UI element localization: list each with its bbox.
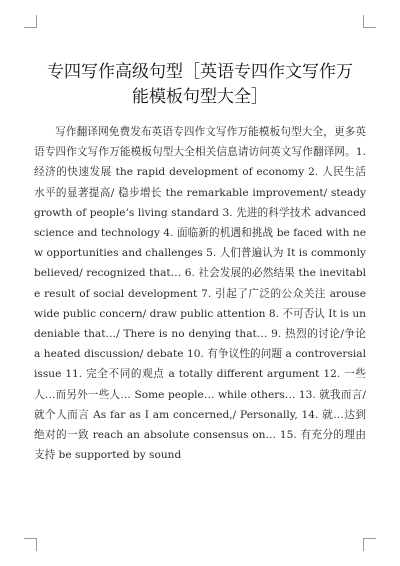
crop-mark-top-right (363, 15, 376, 28)
crop-mark-bottom-right (363, 538, 376, 551)
crop-mark-bottom-left (24, 538, 37, 551)
document-title: 专四写作高级句型［英语专四作文写作万能模板句型大全］ (47, 62, 353, 107)
document-body: 写作翻译网免费发布英语专四作文写作万能模板句型大全，更多英语专四作文写作万能模板句型大全相关信息请访问英文写作翻译网。1. 经济的快速发展 the rapid development of economy 2. 人民生活水平的显著提高/ 稳步增长 the remarkable improvement/ steady growth of people’s living standard 3. 先进的科学技术 advanced science and technology 4. 面临新的机遇和挑战 be faced with new opportunities and challenges 5. 人们普遍认为 It is commonly believed/ recognized that… 6. 社会发展的必然结果 the inevitable result of social development 7. 引起了广泛的公众关注 arouse wide public concern/ draw public attention 8. 不可否认 It is undeniable that…/ There is no denying that… 9. 热烈的讨论/争论 a heated discussion/ debate 10. 有争议性的问题 a controversial issue 11. 完全不同的观点 a totally different argument 12. 一些人…而另外一些人… Some people… while others… 13. 就我而言/就个人而言 As far as I am concerned,/ Personally, 14. 就…达到绝对的一致 reach an absolute consensus on… 15. 有充分的理由支持 be supported by sound (34, 126, 366, 462)
crop-mark-top-left (24, 15, 37, 28)
